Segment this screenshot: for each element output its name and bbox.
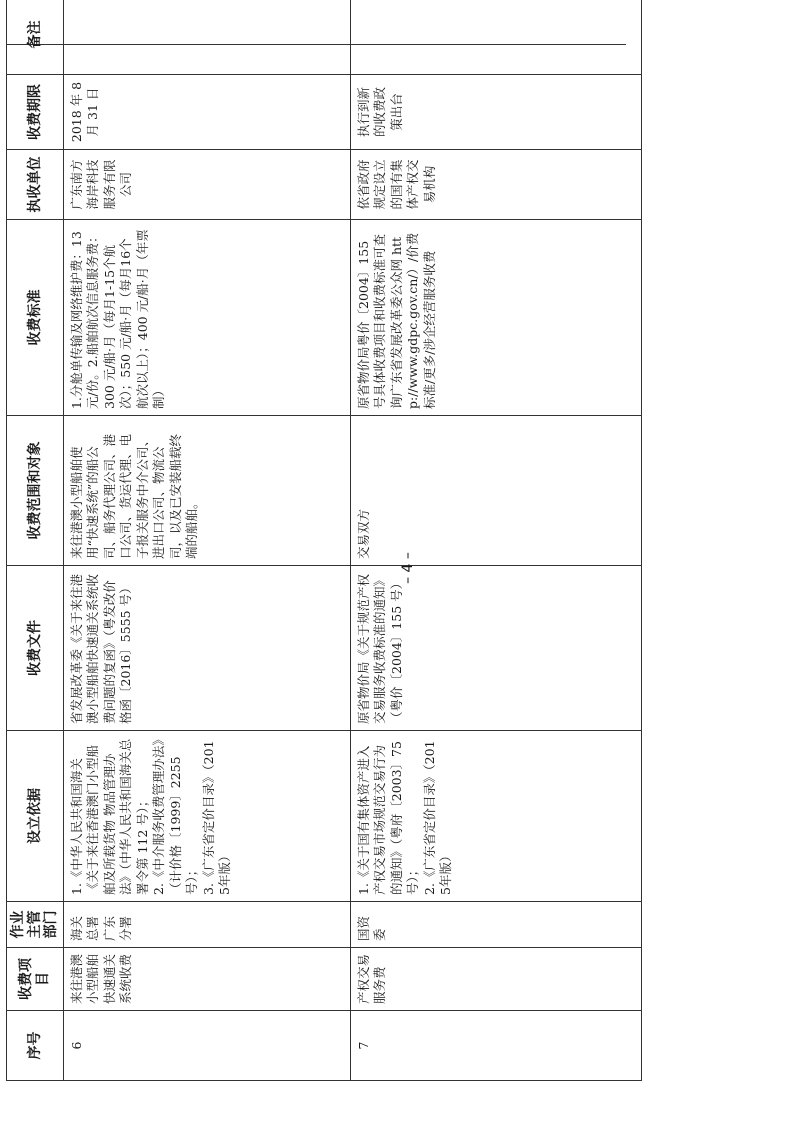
row-period: 2018 年 8 月 31 日 xyxy=(63,75,350,150)
row-unit: 依省政府规定设立的国有集体产权交易机构 xyxy=(350,150,641,220)
basis-line: 2.《中介服务收费管理办法》（计价格〔1999〕2255 号）； xyxy=(151,739,199,895)
basis-line: 2.《广东省定价目录》（2015年版） xyxy=(421,740,453,895)
row-standard: 原省物价局粤价〔2004〕155 号具体收费项目和收费标准可查询广东省发展改革委公众网 http://www.gdpc.gov.cn/）/价费标准/更多/涉企经营服务收费 xyxy=(350,220,641,416)
header-note: 备注 xyxy=(7,0,64,75)
row-scope: 交易双方 xyxy=(350,416,641,566)
row-doc: 原省物价局《关于规范产权交易服务收费标准的通知》（粤价〔2004〕155 号） xyxy=(350,566,641,731)
row-item: 产权交易服务费 xyxy=(350,948,641,1011)
basis-line: 1.《中华人民共和国海关《关于来往香港澳门小型船舶及所载货物 物品管理办法》（中华人民共和国海关总署令第 112 号）； xyxy=(68,738,150,895)
header-basis: 设立依据 xyxy=(7,731,64,902)
row-item: 来往港澳小型船舶快速通关系统收费 xyxy=(63,948,350,1011)
row-period: 执行到新的收费政策出台 xyxy=(350,75,641,150)
header-unit: 执收单位 xyxy=(7,150,64,220)
table-row xyxy=(63,0,350,1081)
row-no: 6 xyxy=(63,1011,350,1081)
header-period: 收费期限 xyxy=(7,75,64,150)
header-doc: 收费文件 xyxy=(7,566,64,731)
row-note xyxy=(350,0,641,75)
header-no: 序号 xyxy=(7,1011,64,1081)
row-dept: 国资委 xyxy=(350,902,641,948)
row-dept: 海关总署广东分署 xyxy=(63,902,350,948)
basis-line: 3.《广东省定价目录》（2015年版） xyxy=(200,740,232,895)
row-doc: 省发展改革委《关于来往港澳小型船舶快速通关系统收费问题的复函》（粤发改价格函〔2016〕5555 号） xyxy=(63,566,350,731)
rotated-page xyxy=(6,20,626,1107)
page-number: – 4 – xyxy=(400,552,416,584)
header-dept: 作业主管部门 xyxy=(7,902,64,948)
row-basis xyxy=(63,731,350,902)
table-row xyxy=(350,0,641,1081)
table-header-row xyxy=(7,0,64,1081)
header-item: 收费项目 xyxy=(7,948,64,1011)
row-scope: 来往港澳小型船舶使用“快速系统”的船公司、船务代理公司、港口公司、货运代理、电子报关服务中介公司、进出口公司、物流公司，以及已安装船载终端的船舶。 xyxy=(63,416,350,566)
row-basis xyxy=(350,731,641,902)
header-standard: 收费标准 xyxy=(7,220,64,416)
row-no: 7 xyxy=(350,1011,641,1081)
header-scope: 收费范围和对象 xyxy=(7,416,64,566)
basis-line: 1.《关于国有集体资产进入产权交易市场规范交易行为的通知》（粤府〔2003〕75 号）； xyxy=(355,741,420,895)
row-standard: 1.分舱单传输及网络维护费：13 元/份。2.船舶航次信息服务费：300 元/船·月（每月1-15个航次）；550 元/船·月（每月16个航次以上）；400 元/船·月（年票制） xyxy=(63,220,350,416)
row-note xyxy=(63,0,350,75)
fee-table xyxy=(6,0,642,1081)
row-unit: 广东南方海岸科技服务有限公司 xyxy=(63,150,350,220)
